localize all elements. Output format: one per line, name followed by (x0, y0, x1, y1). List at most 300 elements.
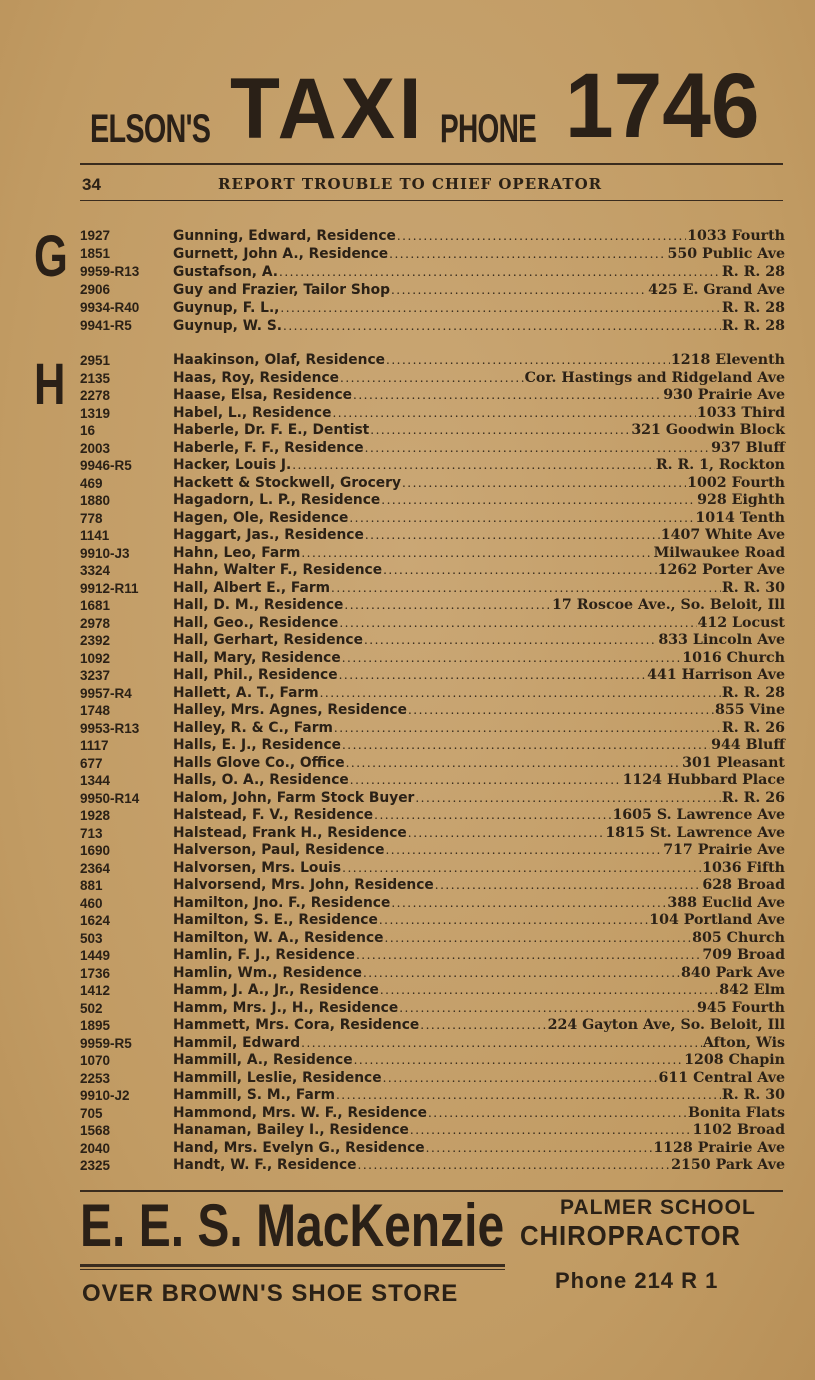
subscriber-name: Halstead, F. V., Residence (173, 807, 374, 823)
subscriber-name: Halverson, Paul, Residence (173, 842, 385, 858)
leader-dots (342, 650, 682, 668)
leader-dots (391, 281, 647, 299)
phone-number: 9910-J3 (80, 545, 130, 561)
leader-dots (428, 1105, 687, 1123)
taxi-advertisement (80, 50, 785, 160)
leader-dots (381, 492, 696, 510)
directory-entry (80, 527, 785, 545)
subscriber-name: Halls, O. A., Residence (173, 772, 349, 788)
entry-line (173, 352, 785, 370)
page-header-notice: REPORT TROUBLE TO CHIEF OPERATOR (218, 175, 603, 193)
directory-entry (80, 650, 785, 668)
directory-entry (80, 790, 785, 808)
phone-number: 9910-J2 (80, 1088, 130, 1103)
subscriber-address: R. R. 28 (721, 684, 785, 701)
directory-entry (80, 475, 785, 493)
page-number: 34 (82, 175, 101, 194)
phone-number: 2392 (80, 633, 111, 648)
subscriber-name: Guynup, W. S. (173, 318, 283, 334)
entry-line (173, 685, 785, 703)
phone-number: 2978 (80, 615, 111, 631)
leader-dots (339, 615, 696, 633)
subscriber-name: Halley, Mrs. Agnes, Residence (173, 702, 407, 718)
entry-line (173, 667, 785, 685)
leader-dots (408, 702, 714, 720)
subscriber-name: Hanaman, Bailey I., Residence (173, 1122, 409, 1138)
entry-line (173, 615, 785, 633)
subscriber-name: Hall, Albert E., Farm (173, 579, 331, 596)
entry-line (173, 772, 785, 790)
directory-entry (80, 1017, 785, 1035)
subscriber-address: 17 Roscoe Ave., So. Beloit, Ill (552, 597, 785, 613)
leader-dots (399, 1000, 696, 1018)
leader-dots (358, 1157, 671, 1175)
subscriber-name: Hagadorn, L. P., Residence (173, 492, 381, 508)
leader-dots (397, 227, 686, 245)
leader-dots (365, 527, 660, 545)
phone-number: 2364 (80, 860, 111, 876)
subscriber-name: Hamlin, Wm., Residence (173, 964, 362, 981)
subscriber-name: Haberle, Dr. F. E., Dentist (173, 422, 370, 438)
subscriber-name: Hall, Phil., Residence (173, 667, 338, 683)
entry-line (173, 1140, 785, 1158)
leader-dots (344, 597, 551, 615)
entry-line (173, 597, 785, 615)
subscriber-name: Haberle, F. F., Residence (173, 439, 364, 456)
directory-entry (80, 597, 785, 615)
entry-line (173, 737, 785, 755)
phone-number: 3237 (80, 668, 111, 683)
subscriber-name: Hall, D. M., Residence (173, 597, 344, 613)
leader-dots (370, 422, 630, 440)
subscriber-address: 1002 Fourth (687, 474, 785, 491)
entry-line (173, 281, 785, 299)
subscriber-name: Hammond, Mrs. W. F., Residence (173, 1104, 427, 1121)
leader-dots (331, 580, 721, 598)
subscriber-address: 611 Central Ave (658, 1069, 785, 1086)
directory-entry (80, 615, 785, 633)
header-divider (80, 200, 783, 201)
mackenzie-underline (80, 1264, 505, 1267)
phone-number: 3324 (80, 563, 111, 578)
phone-number: 1070 (80, 1053, 111, 1068)
leader-dots (420, 1017, 546, 1035)
entry-line (173, 370, 785, 388)
entry-line (173, 440, 785, 458)
leader-dots (408, 825, 605, 843)
subscriber-address: 425 E. Grand Ave (648, 282, 785, 298)
phone-number: 460 (80, 895, 103, 911)
entry-line (173, 245, 785, 263)
leader-dots (336, 1087, 721, 1105)
directory-entry (80, 1122, 785, 1140)
subscriber-name: Gurnett, John A., Residence (173, 246, 389, 262)
directory-entry (80, 281, 785, 299)
entry-line (173, 807, 785, 825)
subscriber-address: 1128 Prairie Ave (653, 1139, 785, 1156)
phone-number: 778 (80, 510, 103, 526)
subscriber-name: Hamm, Mrs. J., H., Residence (173, 999, 399, 1016)
subscriber-name: Guynup, F. L., (173, 300, 280, 316)
leader-dots (365, 440, 710, 458)
subscriber-name: Hand, Mrs. Evelyn G., Residence (173, 1139, 425, 1156)
phone-number: 9912-R11 (80, 580, 139, 596)
phone-number: 9941-R5 (80, 318, 132, 333)
palmer-school-text: PALMER SCHOOL (560, 1196, 756, 1219)
directory-entry (80, 807, 785, 825)
leader-dots (386, 352, 670, 370)
phone-number: 713 (80, 825, 103, 841)
subscriber-address: 301 Pleasant (682, 754, 785, 771)
subscriber-name: Hall, Mary, Residence (173, 649, 341, 666)
subscriber-address: Cor. Hastings and Ridgeland Ave (524, 369, 785, 386)
entry-line (173, 387, 785, 405)
subscriber-address: 1208 Chapin (684, 1052, 785, 1068)
directory-entry (80, 895, 785, 913)
entry-line (173, 755, 785, 773)
leader-dots (379, 912, 648, 930)
leader-dots (380, 982, 718, 1000)
entry-line (173, 702, 785, 720)
subscriber-address: 1016 Church (682, 649, 785, 666)
entry-line (173, 510, 785, 528)
directory-entry (80, 632, 785, 650)
phone-number: 1851 (80, 246, 111, 261)
subscriber-name: Haggart, Jas., Residence (173, 527, 364, 543)
entry-line (173, 965, 785, 983)
subscriber-address: 937 Bluff (711, 439, 785, 456)
entry-line (173, 860, 785, 878)
subscriber-address: 717 Prairie Ave (663, 842, 785, 858)
subscriber-name: Hall, Gerhart, Residence (173, 632, 363, 648)
phone-number: 2278 (80, 388, 111, 403)
directory-entry (80, 755, 785, 773)
leader-dots (279, 263, 721, 281)
directory-entry (80, 370, 785, 388)
leader-dots (410, 1122, 692, 1140)
leader-dots (349, 510, 694, 528)
entry-line (173, 263, 785, 281)
leader-dots (301, 1035, 702, 1053)
phone-number: 2906 (80, 282, 111, 297)
entry-line (173, 492, 785, 510)
ad-taxi-text: TAXI (230, 61, 426, 157)
entry-line (173, 1035, 785, 1053)
directory-entry (80, 912, 785, 930)
subscriber-address: R. R. 28 (721, 300, 785, 316)
subscriber-address: R. R. 30 (721, 1087, 785, 1103)
entry-line (173, 317, 785, 335)
entry-line (173, 1122, 785, 1140)
subscriber-name: Gustafson, A. (173, 264, 278, 280)
subscriber-address: 709 Broad (702, 947, 785, 963)
entry-line (173, 562, 785, 580)
entry-line (173, 1087, 785, 1105)
subscriber-name: Hamm, J. A., Jr., Residence (173, 982, 379, 998)
entry-line (173, 825, 785, 843)
phone-number: 9959-R13 (80, 264, 140, 279)
subscriber-address: 1036 Fifth (702, 859, 785, 876)
entry-line (173, 457, 785, 475)
entry-line (173, 1070, 785, 1088)
leader-dots (340, 370, 524, 388)
subscriber-name: Habel, L., Residence (173, 404, 332, 421)
phone-number: 705 (80, 1105, 103, 1121)
subscriber-name: Halvorsen, Mrs. Louis (173, 859, 342, 876)
subscriber-address: 1124 Hubbard Place (622, 772, 785, 788)
subscriber-address: 104 Portland Ave (649, 912, 785, 928)
subscriber-address: R. R. 1, Rockton (655, 457, 785, 473)
phone-number: 9959-R5 (80, 1035, 132, 1051)
leader-dots (364, 632, 657, 650)
directory-entry (80, 965, 785, 983)
entry-line (173, 580, 785, 598)
phone-number: 2040 (80, 1140, 111, 1156)
leader-dots (435, 877, 702, 895)
entry-line (173, 720, 785, 738)
entry-line (173, 527, 785, 545)
leader-dots (363, 965, 680, 983)
directory-entry (80, 772, 785, 790)
entry-line (173, 422, 785, 440)
chiropractor-text: CHIROPRACTOR (520, 1220, 741, 1251)
entry-line (173, 545, 785, 563)
subscriber-name: Halls, E. J., Residence (173, 737, 341, 753)
subscriber-name: Hammil, Edward (173, 1034, 301, 1051)
phone-number: 1690 (80, 843, 111, 858)
entry-line (173, 912, 785, 930)
subscriber-address: 944 Bluff (711, 737, 785, 753)
directory-entry (80, 1070, 785, 1088)
directory-entry (80, 1035, 785, 1053)
leader-dots (402, 475, 686, 493)
phone-number: 1927 (80, 228, 111, 243)
subscriber-name: Hacker, Louis J. (173, 457, 292, 473)
phone-number: 2003 (80, 440, 111, 456)
directory-entry (80, 877, 785, 895)
directory-entry (80, 387, 785, 405)
directory-entry (80, 702, 785, 720)
phone-number: 9957-R4 (80, 685, 132, 701)
phone-number: 1568 (80, 1123, 111, 1138)
entry-line (173, 632, 785, 650)
mackenzie-address: OVER BROWN'S SHOE STORE (82, 1280, 459, 1307)
phone-number: 1681 (80, 598, 111, 613)
subscriber-address: 930 Prairie Ave (663, 387, 785, 403)
phone-number: 2951 (80, 353, 111, 368)
leader-dots (342, 860, 701, 878)
directory-entry (80, 545, 785, 563)
phone-number: 1449 (80, 948, 111, 963)
subscriber-address: 833 Lincoln Ave (658, 632, 785, 648)
phone-number: 502 (80, 1000, 103, 1016)
subscriber-address: R. R. 28 (721, 264, 785, 280)
entry-line (173, 1157, 785, 1175)
subscriber-name: Hahn, Walter F., Residence (173, 562, 383, 578)
phone-number: 1344 (80, 773, 111, 788)
directory-entry (80, 457, 785, 475)
entry-line (173, 947, 785, 965)
directory-entry (80, 422, 785, 440)
directory-entry (80, 930, 785, 948)
subscriber-name: Haase, Elsa, Residence (173, 387, 353, 403)
subscriber-address: 1033 Fourth (687, 228, 785, 244)
directory-entry (80, 842, 785, 860)
directory-entry (80, 440, 785, 458)
directory-entry (80, 245, 785, 263)
phone-number: 881 (80, 878, 103, 893)
directory-entry (80, 263, 785, 281)
subscriber-address: 550 Public Ave (667, 246, 785, 262)
directory-entry (80, 405, 785, 423)
ad-phone-word: PHONE (440, 107, 537, 151)
subscriber-address: 945 Fourth (697, 999, 785, 1016)
directory-entry (80, 685, 785, 703)
phone-number: 1319 (80, 405, 111, 421)
entry-line (173, 877, 785, 895)
leader-dots (332, 405, 695, 423)
directory-entry (80, 317, 785, 335)
subscriber-address: 855 Vine (714, 702, 785, 718)
leader-dots (383, 562, 657, 580)
leader-dots (385, 842, 662, 860)
leader-dots (383, 1070, 658, 1088)
top-divider (80, 163, 783, 165)
phone-number: 2253 (80, 1070, 111, 1086)
directory-entry (80, 825, 785, 843)
section-g-list (80, 227, 785, 335)
mackenzie-phone: Phone 214 R 1 (555, 1268, 719, 1293)
directory-entry (80, 1087, 785, 1105)
subscriber-address: 388 Euclid Ave (667, 894, 785, 911)
subscriber-address: Bonita Flats (687, 1104, 785, 1121)
phone-number: 1736 (80, 965, 111, 981)
subscriber-name: Hall, Geo., Residence (173, 614, 339, 631)
entry-line (173, 1000, 785, 1018)
leader-dots (389, 245, 666, 263)
leader-dots (374, 807, 611, 825)
entry-line (173, 790, 785, 808)
subscriber-address: 840 Park Ave (681, 964, 785, 981)
ad-phone-number: 1746 (565, 55, 760, 157)
leader-dots (339, 667, 647, 685)
subscriber-address: 1218 Eleventh (670, 352, 785, 368)
directory-entry (80, 667, 785, 685)
subscriber-name: Hammill, A., Residence (173, 1052, 353, 1068)
leader-dots (385, 930, 692, 948)
phone-number: 1141 (80, 528, 110, 543)
phone-number: 9953-R13 (80, 720, 140, 736)
directory-entry (80, 492, 785, 510)
directory-entry (80, 510, 785, 528)
leader-dots (301, 545, 652, 563)
entry-line (173, 1105, 785, 1123)
entry-line (173, 475, 785, 493)
subscriber-name: Hackett & Stockwell, Grocery (173, 474, 401, 491)
subscriber-address: Milwaukee Road (653, 544, 785, 561)
entry-line (173, 842, 785, 860)
subscriber-address: 805 Church (692, 929, 785, 946)
subscriber-name: Hahn, Leo, Farm (173, 544, 301, 561)
subscriber-name: Halls Glove Co., Office (173, 754, 345, 771)
directory-entry (80, 227, 785, 245)
leader-dots (346, 755, 682, 773)
subscriber-name: Haakinson, Olaf, Residence (173, 352, 386, 368)
directory-entry (80, 982, 785, 1000)
leader-dots (356, 947, 701, 965)
directory-entry (80, 737, 785, 755)
entry-line (173, 405, 785, 423)
subscriber-name: Halley, R. & C., Farm (173, 719, 333, 736)
entry-line (173, 982, 785, 1000)
directory-entry (80, 1000, 785, 1018)
subscriber-name: Handt, W. F., Residence (173, 1157, 357, 1173)
leader-dots (342, 737, 710, 755)
subscriber-address: 628 Broad (702, 877, 785, 893)
directory-entry (80, 299, 785, 317)
phone-number: 9934-R40 (80, 300, 140, 315)
subscriber-name: Guy and Frazier, Tailor Shop (173, 282, 390, 298)
subscriber-name: Halvorsend, Mrs. John, Residence (173, 877, 434, 893)
subscriber-address: R. R. 30 (721, 579, 785, 596)
entry-line (173, 299, 785, 317)
phone-number: 469 (80, 475, 103, 491)
subscriber-address: R. R. 26 (721, 719, 785, 736)
directory-entry (80, 580, 785, 598)
phone-number: 1895 (80, 1018, 111, 1033)
entry-line (173, 895, 785, 913)
phone-number: 16 (80, 423, 96, 438)
phone-number: 1092 (80, 650, 111, 666)
subscriber-address: R. R. 26 (721, 789, 785, 806)
subscriber-name: Hammill, S. M., Farm (173, 1087, 335, 1103)
subscriber-address: 1407 White Ave (660, 527, 785, 543)
mackenzie-underline-thin (80, 1269, 505, 1270)
subscriber-address: 2150 Park Ave (671, 1157, 785, 1173)
subscriber-address: Afton, Wis (702, 1034, 785, 1051)
subscriber-name: Hamilton, W. A., Residence (173, 929, 384, 946)
leader-dots (283, 317, 721, 335)
directory-entry (80, 720, 785, 738)
leader-dots (415, 790, 721, 808)
leader-dots (292, 457, 655, 475)
subscriber-name: Hagen, Ole, Residence (173, 509, 349, 526)
directory-entry (80, 1105, 785, 1123)
subscriber-name: Halstead, Frank H., Residence (173, 824, 407, 841)
subscriber-address: 1605 S. Lawrence Ave (612, 807, 785, 823)
phone-number: 677 (80, 755, 103, 771)
phone-number: 2325 (80, 1158, 111, 1173)
subscriber-address: 1815 St. Lawrence Ave (605, 824, 785, 841)
directory-entry (80, 352, 785, 370)
leader-dots (354, 1052, 684, 1070)
phone-number: 1928 (80, 808, 111, 823)
section-h-list (80, 352, 785, 1175)
leader-dots (353, 387, 662, 405)
phone-number: 1880 (80, 493, 111, 508)
subscriber-name: Halom, John, Farm Stock Buyer (173, 789, 415, 806)
subscriber-address: 441 Harrison Ave (647, 667, 785, 683)
leader-dots (334, 720, 721, 738)
phone-number: 9950-R14 (80, 790, 140, 806)
phone-number: 1412 (80, 983, 111, 998)
phone-number: 9946-R5 (80, 458, 132, 473)
subscriber-address: 321 Goodwin Block (631, 422, 785, 438)
subscriber-name: Hamilton, S. E., Residence (173, 912, 378, 928)
phone-number: 503 (80, 930, 103, 946)
leader-dots (280, 299, 720, 317)
directory-entry (80, 1157, 785, 1175)
